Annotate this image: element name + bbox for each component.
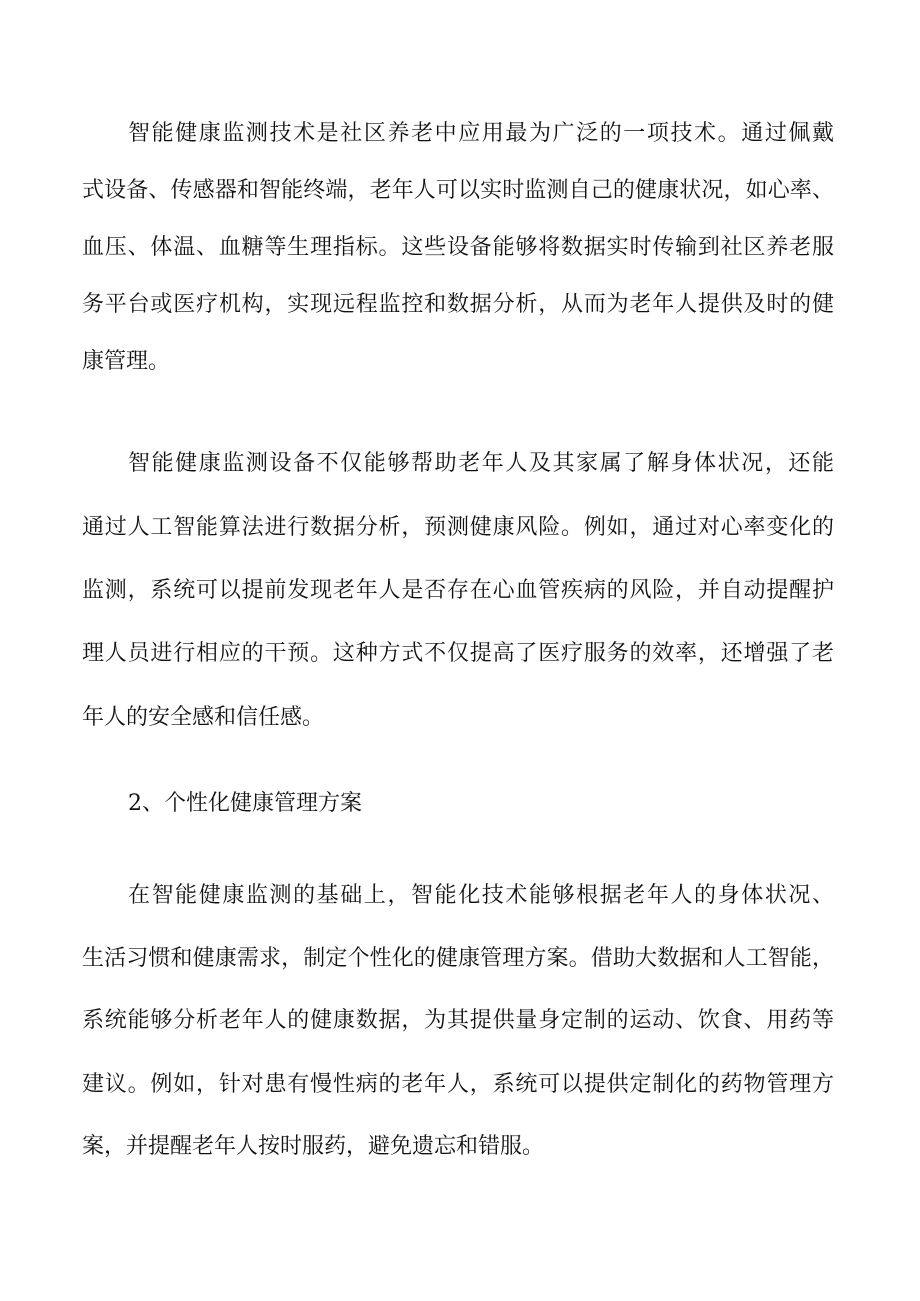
paragraph-3-line-4: 建议。例如，针对患有慢性病的老年人，系统可以提供定制化的药物管理方 — [82, 1072, 834, 1097]
paragraph-1-line-4: 务平台或医疗机构，实现远程监控和数据分析，从而为老年人提供及时的健 — [82, 292, 834, 317]
section-heading: 2、个性化健康管理方案 — [128, 791, 362, 816]
paragraph-1-line-1: 智能健康监测技术是社区养老中应用最为广泛的一项技术。通过佩戴 — [128, 121, 834, 146]
paragraph-3-line-1: 在智能健康监测的基础上，智能化技术能够根据老年人的身体状况、 — [128, 883, 834, 908]
paragraph-2-line-1: 智能健康监测设备不仅能够帮助老年人及其家属了解身体状况，还能 — [128, 451, 834, 476]
paragraph-1-line-5: 康管理。 — [82, 349, 171, 374]
paragraph-2-line-3: 监测，系统可以提前发现老年人是否存在心血管疾病的风险，并自动提醒护 — [82, 578, 834, 603]
paragraph-3-line-3: 系统能够分析老年人的健康数据，为其提供量身定制的运动、饮食、用药等 — [82, 1008, 834, 1033]
paragraph-2-line-5: 年人的安全感和信任感。 — [82, 705, 325, 730]
paragraph-2-line-4: 理人员进行相应的干预。这种方式不仅提高了医疗服务的效率，还增强了老 — [82, 641, 834, 666]
paragraph-3-line-5: 案，并提醒老年人按时服药，避免遗忘和错服。 — [82, 1134, 545, 1159]
paragraph-1-line-2: 式设备、传感器和智能终端，老年人可以实时监测自己的健康状况，如心率、 — [82, 178, 834, 203]
paragraph-1-line-3: 血压、体温、血糖等生理指标。这些设备能够将数据实时传输到社区养老服 — [82, 235, 834, 260]
paragraph-3-line-2: 生活习惯和健康需求，制定个性化的健康管理方案。借助大数据和人工智能， — [82, 946, 834, 971]
paragraph-2-line-2: 通过人工智能算法进行数据分析，预测健康风险。例如，通过对心率变化的 — [82, 515, 834, 540]
